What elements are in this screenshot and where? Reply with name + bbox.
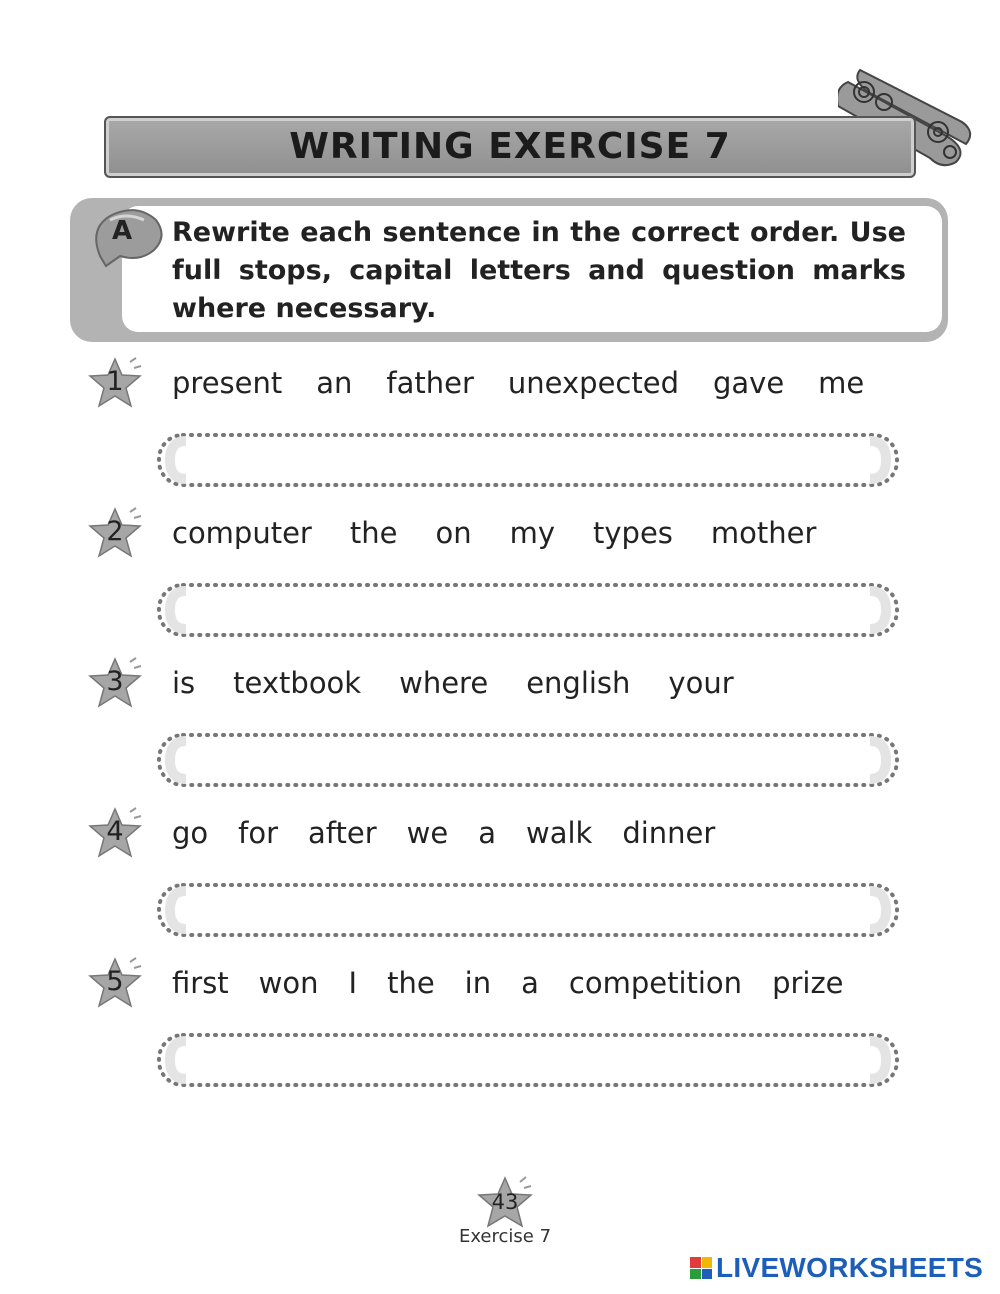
title-banner <box>104 116 916 178</box>
scrambled-words <box>172 516 816 550</box>
word: the <box>387 966 435 1000</box>
word: walk <box>525 816 593 850</box>
question-number: 2 <box>106 516 124 547</box>
word: go <box>172 816 209 850</box>
answer-field[interactable] <box>156 432 900 488</box>
question-number: 4 <box>106 816 124 847</box>
word: on <box>435 516 472 550</box>
scrambled-words <box>172 366 864 400</box>
page-label: Exercise 7 <box>458 1226 552 1247</box>
scrambled-words <box>172 816 715 850</box>
word: types <box>593 516 673 550</box>
liveworksheets-logo-icon <box>690 1257 712 1279</box>
instruction-text: Rewrite each sentence in the correct order. Use full stops, capital letters and question marks where necessary. <box>172 217 906 324</box>
word: present <box>172 366 283 400</box>
section-letter: A <box>112 216 133 246</box>
brand-name: LIVEWORKSHEETS <box>716 1252 984 1283</box>
word: I <box>348 966 358 1000</box>
word: textbook <box>233 666 362 700</box>
word: your <box>668 666 734 700</box>
answer-field[interactable] <box>156 1032 900 1088</box>
page-number: 43 <box>491 1190 519 1214</box>
word: won <box>258 966 319 1000</box>
word: english <box>526 666 631 700</box>
word: gave <box>712 366 785 400</box>
scrambled-words <box>172 966 844 1000</box>
word: unexpected <box>507 366 679 400</box>
answer-field[interactable] <box>156 882 900 938</box>
word: prize <box>772 966 844 1000</box>
word: where <box>399 666 489 700</box>
word: after <box>308 816 377 850</box>
question-number: 1 <box>106 366 124 397</box>
word: the <box>349 516 398 550</box>
word: father <box>386 366 474 400</box>
word: an <box>316 366 353 400</box>
brand-watermark[interactable] <box>690 1252 983 1284</box>
word: computer <box>172 516 312 550</box>
word: is <box>172 666 196 700</box>
question-number: 3 <box>106 666 124 697</box>
word: my <box>509 516 556 550</box>
word: in <box>464 966 492 1000</box>
word: a <box>521 966 539 1000</box>
answer-field[interactable] <box>156 732 900 788</box>
word: competition <box>568 966 743 1000</box>
scrambled-words <box>172 666 734 700</box>
word: a <box>478 816 496 850</box>
word: dinner <box>622 816 716 850</box>
word: we <box>406 816 449 850</box>
word: first <box>172 966 229 1000</box>
page-title: WRITING EXERCISE 7 <box>289 126 731 167</box>
word: me <box>818 366 865 400</box>
word: for <box>238 816 279 850</box>
question-number: 5 <box>106 966 124 997</box>
word: mother <box>710 516 817 550</box>
answer-field[interactable] <box>156 582 900 638</box>
